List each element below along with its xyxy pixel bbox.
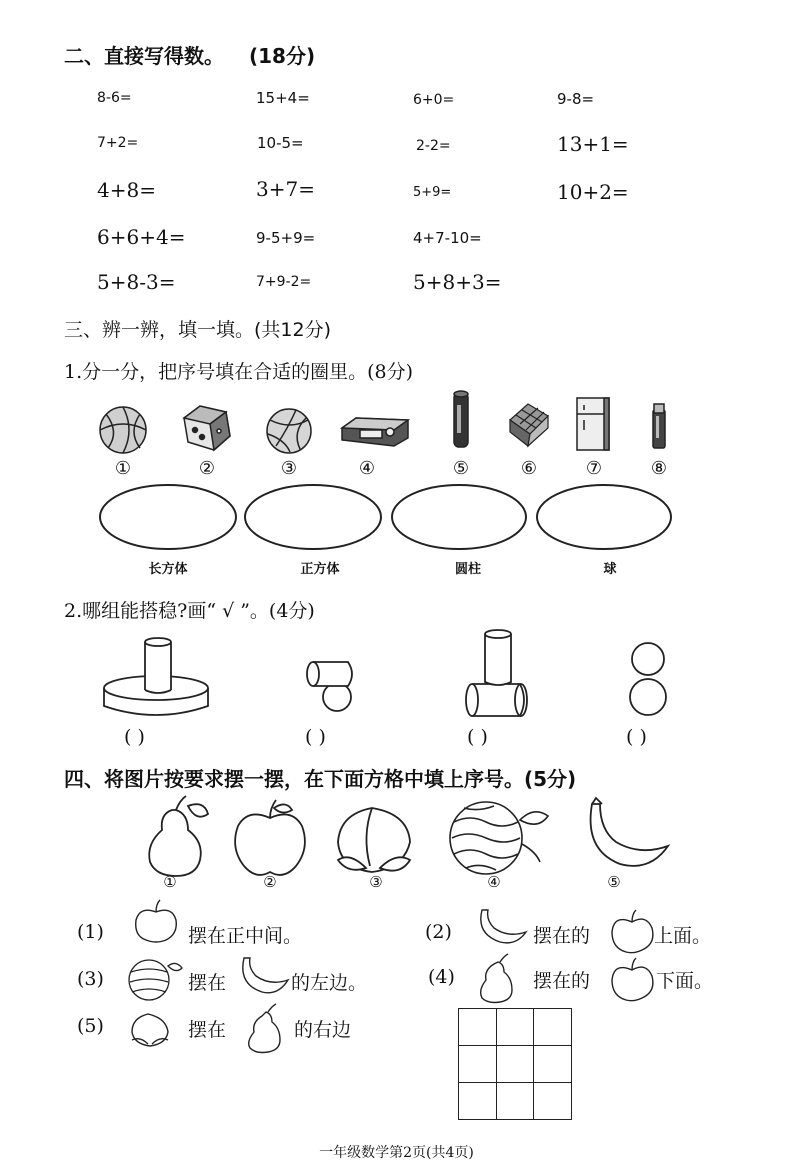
q2-title: 2.哪组能搭稳?画“ √ ”。(4分) [64, 600, 315, 622]
instruction-number: (4) [428, 966, 455, 988]
category-label: 长方体 [148, 562, 188, 577]
grid-cell[interactable] [459, 1083, 497, 1120]
shape-number: ⑤ [452, 458, 470, 479]
section3-title: 三、辨一辨，填一填。(共12分) [64, 319, 332, 341]
grid-cell[interactable] [496, 1083, 534, 1120]
shape-number: ⑦ [585, 458, 603, 479]
instruction-text: 的左边。 [291, 972, 368, 994]
grid-cell[interactable] [459, 1046, 497, 1083]
shape-number: ⑥ [520, 458, 538, 479]
watermelon-small-icon [129, 960, 182, 1000]
banana-icon [591, 798, 668, 866]
pear-small-icon [481, 954, 512, 1003]
problem: 4+7-10= [413, 229, 482, 247]
grid-cell[interactable] [534, 1046, 572, 1083]
instruction-text: 摆在 [188, 972, 227, 994]
instruction-text: 摆在正中间。 [188, 925, 303, 947]
category-label: 圆柱 [454, 562, 481, 577]
problem: 9-5+9= [256, 229, 316, 247]
grid-cell[interactable] [459, 1009, 497, 1046]
answer-grid [458, 1008, 572, 1120]
pear-icon [149, 796, 208, 876]
peach-small-icon [132, 1014, 168, 1046]
shape-number: ③ [280, 458, 298, 479]
instruction-text: 的右边 [294, 1019, 352, 1041]
answer-paren[interactable]: ( ) [124, 726, 145, 748]
section4-title: 四、将图片按要求摆一摆，在下面方格中填上序号。(5分) [64, 767, 577, 791]
shape-number: ⑧ [650, 458, 668, 479]
problem: 5+8-3= [97, 270, 176, 294]
banana-small-icon [481, 910, 526, 943]
grid-cell[interactable] [534, 1009, 572, 1046]
grid-cell[interactable] [534, 1083, 572, 1120]
instruction-text: 摆在 [188, 1019, 227, 1041]
grid-cell[interactable] [496, 1046, 534, 1083]
apple-small-icon [612, 958, 653, 1001]
problem: 5+8+3= [413, 270, 502, 294]
category-label: 正方体 [300, 562, 340, 577]
answer-paren[interactable]: ( ) [305, 726, 326, 748]
instruction-text: 上面。 [654, 925, 712, 947]
category-label: 球 [603, 562, 617, 577]
instruction-number: (1) [77, 921, 104, 943]
section2-title: 二、直接写得数。 (18分) [64, 44, 316, 68]
instruction-number: (5) [77, 1015, 104, 1037]
banana-small-icon [243, 958, 288, 993]
problem: 15+4= [256, 89, 310, 107]
shape-number: ④ [358, 458, 376, 479]
fruit-number: ③ [369, 873, 383, 891]
problem: 5+9= [413, 185, 452, 200]
watermelon-icon [450, 802, 548, 874]
problem: 2-2= [416, 138, 451, 154]
answer-paren[interactable]: ( ) [467, 726, 488, 748]
problem: 9-8= [557, 90, 595, 108]
instruction-text: 下面。 [656, 970, 714, 992]
problem: 10-5= [257, 134, 304, 152]
pear-small-icon [249, 1004, 280, 1053]
page-footer: 一年级数学第2页(共4页) [319, 1145, 474, 1161]
instruction-text: 摆在的 [533, 925, 591, 947]
fruit-number: ② [263, 873, 277, 891]
problem: 6+0= [413, 92, 455, 108]
peach-icon [338, 808, 410, 872]
fruit-number: ④ [487, 873, 501, 891]
fruit-number: ⑤ [607, 873, 621, 891]
apple-small-icon [136, 900, 177, 942]
shape-number: ② [198, 458, 216, 479]
instruction-number: (3) [77, 968, 104, 990]
shape-number: ① [114, 458, 132, 479]
instruction-number: (2) [425, 921, 452, 943]
problem: 10+2= [557, 180, 629, 204]
problem: 13+1= [557, 132, 629, 156]
q1-title: 1.分一分，把序号填在合适的圈里。(8分) [64, 361, 414, 383]
problem: 4+8= [97, 178, 156, 202]
problem: 6+6+4= [97, 225, 186, 249]
apple-small-icon [612, 910, 653, 953]
apple-icon [235, 800, 305, 875]
problem: 7+2= [97, 135, 139, 151]
grid-cell[interactable] [496, 1009, 534, 1046]
problem: 8-6= [97, 90, 132, 106]
answer-paren[interactable]: ( ) [626, 726, 647, 748]
fruit-number: ① [163, 873, 177, 891]
problem: 7+9-2= [256, 274, 312, 290]
problem: 3+7= [256, 177, 315, 201]
instruction-text: 摆在的 [533, 970, 591, 992]
